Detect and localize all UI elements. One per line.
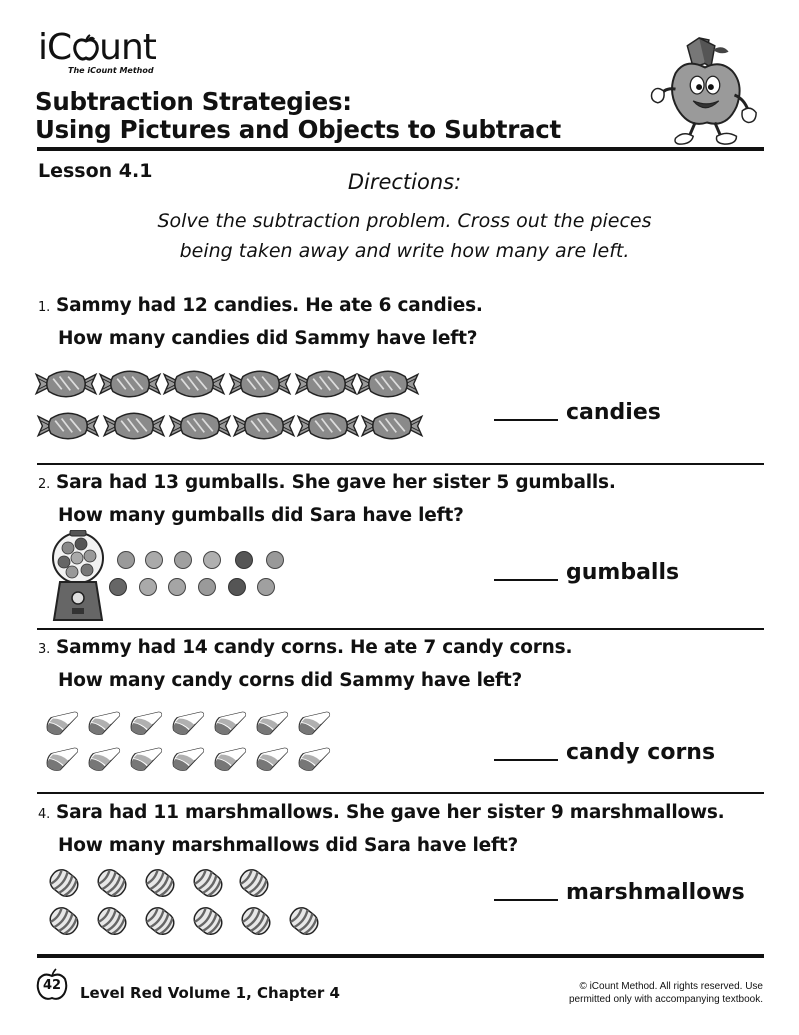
problem-text-line-1: Sammy had 12 candies. He ate 6 candies.: [56, 295, 483, 316]
problem-number: 3.: [38, 642, 51, 657]
directions-title: Directions:: [347, 170, 462, 194]
problem-divider: [37, 463, 764, 465]
marshmallow-icon: [94, 904, 130, 939]
problem-number: 1.: [38, 300, 51, 315]
marshmallow-icon: [190, 904, 226, 939]
answer-blank[interactable]: [494, 575, 558, 581]
answer-2: [494, 560, 679, 585]
copyright-line-2: permitted only with accompanying textbook.: [569, 994, 763, 1005]
problem-1: [38, 290, 483, 354]
wrapped-candy-icon: [36, 371, 96, 397]
gumball-icon: [229, 579, 246, 596]
answer-blank[interactable]: [494, 755, 558, 761]
problem-divider: [37, 792, 764, 794]
candy-corn-icon: [89, 748, 119, 770]
marshmallow-icon: [46, 866, 82, 900]
wrapped-candy-icon: [38, 413, 98, 439]
directions-line-2: being taken away and write how many are left.: [179, 240, 630, 262]
logo-text-start: iC: [38, 27, 72, 68]
copyright-notice: [569, 980, 763, 1006]
wrapped-candy-icon: [358, 371, 418, 397]
gumball-machine-icon: [50, 530, 106, 624]
candy-corn-icon: [131, 748, 161, 770]
page-number: 42: [42, 978, 62, 993]
wrapped-candy-icon: [234, 413, 294, 439]
logo-text-end: unt: [99, 27, 156, 68]
candy-corn-icon: [299, 748, 329, 770]
problem-text-line-2: How many candies did Sammy have left?: [58, 328, 478, 349]
problem-text-line-2: How many gumballs did Sara have left?: [58, 505, 464, 526]
directions-text: [0, 206, 799, 266]
problem-number: 4.: [38, 807, 51, 822]
problem-text-line-1: Sammy had 14 candy corns. He ate 7 candy corns.: [56, 637, 573, 658]
volume-label: Level Red Volume 1, Chapter 4: [80, 984, 340, 1002]
answer-blank[interactable]: [494, 895, 558, 901]
title-line-2: Using Pictures and Objects to Subtract: [35, 115, 561, 144]
problem-text-line-2: How many candy corns did Sammy have left?: [58, 670, 523, 691]
candy-corn-icon: [257, 748, 287, 770]
wrapped-candy-icon: [296, 371, 356, 397]
answer-blank[interactable]: [494, 415, 558, 421]
marshmallow-icon: [142, 866, 178, 900]
problem-3: [38, 632, 572, 696]
footer-divider: [37, 954, 764, 958]
marshmallow-group: [44, 866, 334, 946]
wrapped-candy-icon: [230, 371, 290, 397]
candy-corn-group: [44, 710, 344, 776]
answer-1: [494, 400, 661, 425]
candy-corn-icon: [299, 712, 329, 734]
marshmallow-icon: [94, 866, 130, 900]
candy-corn-icon: [215, 712, 245, 734]
wrapped-candy-icon: [170, 413, 230, 439]
gumball-icon: [118, 552, 135, 569]
problem-text-line-1: Sara had 13 gumballs. She gave her sister 5 gumballs.: [56, 472, 616, 493]
candy-corn-icon: [257, 712, 287, 734]
gumball-icon: [146, 552, 163, 569]
gumball-icon: [258, 579, 275, 596]
answer-label: gumballs: [566, 560, 680, 585]
gumball-icon: [175, 552, 192, 569]
page-title: [35, 88, 561, 144]
answer-label: candies: [566, 400, 661, 425]
candy-corn-icon: [47, 712, 77, 734]
gumball-group: [106, 550, 296, 600]
apple-icon: [72, 34, 100, 62]
answer-label: marshmallows: [566, 880, 745, 905]
gumball-icon: [236, 552, 253, 569]
problem-divider: [37, 628, 764, 630]
logo-wordmark: [38, 27, 156, 68]
candy-corn-icon: [89, 712, 119, 734]
gumball-icon: [140, 579, 157, 596]
candy-corn-icon: [47, 748, 77, 770]
candy-corn-icon: [131, 712, 161, 734]
wrapped-candy-icon: [298, 413, 358, 439]
copyright-line-1: © iCount Method. All rights reserved. Use: [579, 981, 763, 992]
header-divider: [37, 147, 764, 151]
candy-corn-icon: [173, 712, 203, 734]
candy-corn-icon: [173, 748, 203, 770]
gumball-icon: [204, 552, 221, 569]
problem-text-line-1: Sara had 11 marshmallows. She gave her sister 9 marshmallows.: [56, 802, 725, 823]
page-number-badge: [36, 968, 68, 1002]
marshmallow-icon: [142, 904, 178, 939]
candy-corn-icon: [215, 748, 245, 770]
wrapped-candy-icon: [104, 413, 164, 439]
apple-mascot-icon: [646, 34, 764, 152]
answer-4: [494, 880, 745, 905]
problem-number: 2.: [38, 477, 51, 492]
icount-logo: [38, 27, 156, 75]
marshmallow-icon: [190, 866, 226, 900]
gumball-icon: [169, 579, 186, 596]
title-line-1: Subtraction Strategies:: [35, 87, 352, 116]
wrapped-candy-icon: [164, 371, 224, 397]
gumball-icon: [267, 552, 284, 569]
problem-2: [38, 467, 616, 531]
answer-label: candy corns: [566, 740, 716, 765]
lesson-label: Lesson 4.1: [38, 160, 153, 182]
directions-line-1: Solve the subtraction problem. Cross out the pieces: [157, 210, 652, 232]
gumball-icon: [110, 579, 127, 596]
answer-3: [494, 740, 715, 765]
problem-4: [38, 797, 725, 861]
marshmallow-icon: [236, 866, 272, 900]
wrapped-candy-icon: [362, 413, 422, 439]
marshmallow-icon: [46, 904, 82, 939]
problem-text-line-2: How many marshmallows did Sara have left?: [58, 835, 519, 856]
gumball-icon: [199, 579, 216, 596]
marshmallow-icon: [238, 904, 274, 939]
candy-picture-group: [34, 366, 424, 450]
marshmallow-icon: [286, 904, 322, 939]
wrapped-candy-icon: [100, 371, 160, 397]
logo-tagline: The iCount Method: [68, 66, 154, 75]
